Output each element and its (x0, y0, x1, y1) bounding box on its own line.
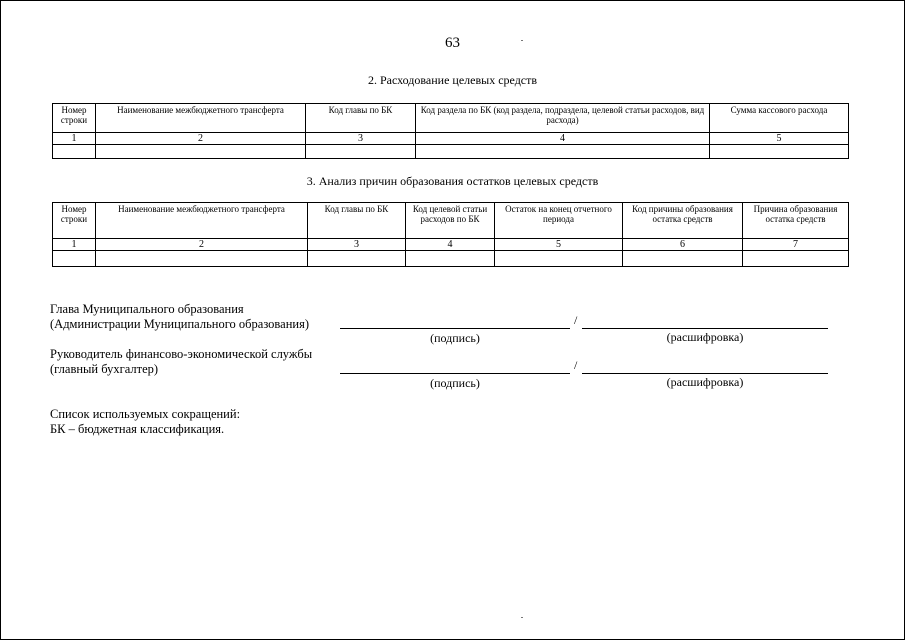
abbreviations-title: Список используемых сокращений: (50, 407, 241, 421)
table-number-row (53, 133, 849, 145)
chief-decode-line (582, 373, 828, 374)
table-row (53, 251, 849, 267)
header-cash-sum: Сумма кассового расхода (710, 104, 849, 133)
chief-title-line2: (главный бухгалтер) (50, 362, 159, 376)
table-cell (53, 251, 96, 267)
head-decode-caption: (расшифровка) (666, 330, 744, 344)
header-target-code: Код целевой статьи расходов по БК (406, 203, 495, 239)
header-chapter-code: Код главы по БК (308, 203, 406, 239)
section-3-title: 3. Анализ причин образования остатков целевых средств (306, 174, 599, 188)
column-number: 2 (96, 133, 306, 145)
header-transfer-name: Наименование межбюджетного трансферта (96, 104, 306, 133)
scan-speck (521, 40, 523, 41)
table-cell (406, 251, 495, 267)
table-cell (623, 251, 743, 267)
head-title-line2: (Администрации Муниципального образования) (50, 317, 310, 331)
header-reason-code: Код причины образования остатка средств (623, 203, 743, 239)
head-decode-line (582, 328, 828, 329)
head-title-line1: Глава Муниципального образования (50, 302, 244, 316)
column-number: 2 (96, 239, 308, 251)
column-number: 1 (53, 239, 96, 251)
column-number: 5 (495, 239, 623, 251)
chief-signature-caption: (подпись) (430, 376, 480, 390)
chief-slash: / (574, 358, 578, 372)
table-cell (96, 145, 306, 159)
column-number: 6 (623, 239, 743, 251)
column-number: 3 (308, 239, 406, 251)
chief-title-line1: Руководитель финансово-экономической службы (50, 347, 313, 361)
table-header-row (53, 104, 849, 133)
header-row-number: Номер строки (53, 104, 96, 133)
chief-signature-line (340, 373, 570, 374)
expenditure-table (52, 103, 849, 159)
table-cell (710, 145, 849, 159)
head-signature-caption: (подпись) (430, 331, 480, 345)
head-slash: / (574, 313, 578, 327)
remainder-analysis-table (52, 202, 849, 267)
head-signature-line (340, 328, 570, 329)
chief-decode-caption: (расшифровка) (666, 375, 744, 389)
header-reason: Причина образования остатка средств (743, 203, 849, 239)
table-cell (53, 145, 96, 159)
table-cell (96, 251, 308, 267)
table-cell (416, 145, 710, 159)
table-cell (743, 251, 849, 267)
section-2-title: 2. Расходование целевых средств (367, 73, 538, 87)
scan-speck (521, 617, 523, 618)
table-header-row (53, 203, 849, 239)
abbreviation-item: БК – бюджетная классификация. (50, 422, 225, 436)
table-number-row (53, 239, 849, 251)
table-cell (495, 251, 623, 267)
column-number: 4 (406, 239, 495, 251)
page-number: 63 (445, 35, 460, 51)
header-section-code: Код раздела по БК (код раздела, подраздела, целевой статьи расходов, вид расхода) (416, 104, 710, 133)
table-row (53, 145, 849, 159)
header-row-number: Номер строки (53, 203, 96, 239)
table-cell (308, 251, 406, 267)
column-number: 5 (710, 133, 849, 145)
header-transfer-name: Наименование межбюджетного трансферта (96, 203, 308, 239)
table-cell (306, 145, 416, 159)
column-number: 3 (306, 133, 416, 145)
column-number: 1 (53, 133, 96, 145)
column-number: 7 (743, 239, 849, 251)
header-period-end-balance: Остаток на конец отчетного периода (495, 203, 623, 239)
column-number: 4 (416, 133, 710, 145)
header-chapter-code: Код главы по БК (306, 104, 416, 133)
